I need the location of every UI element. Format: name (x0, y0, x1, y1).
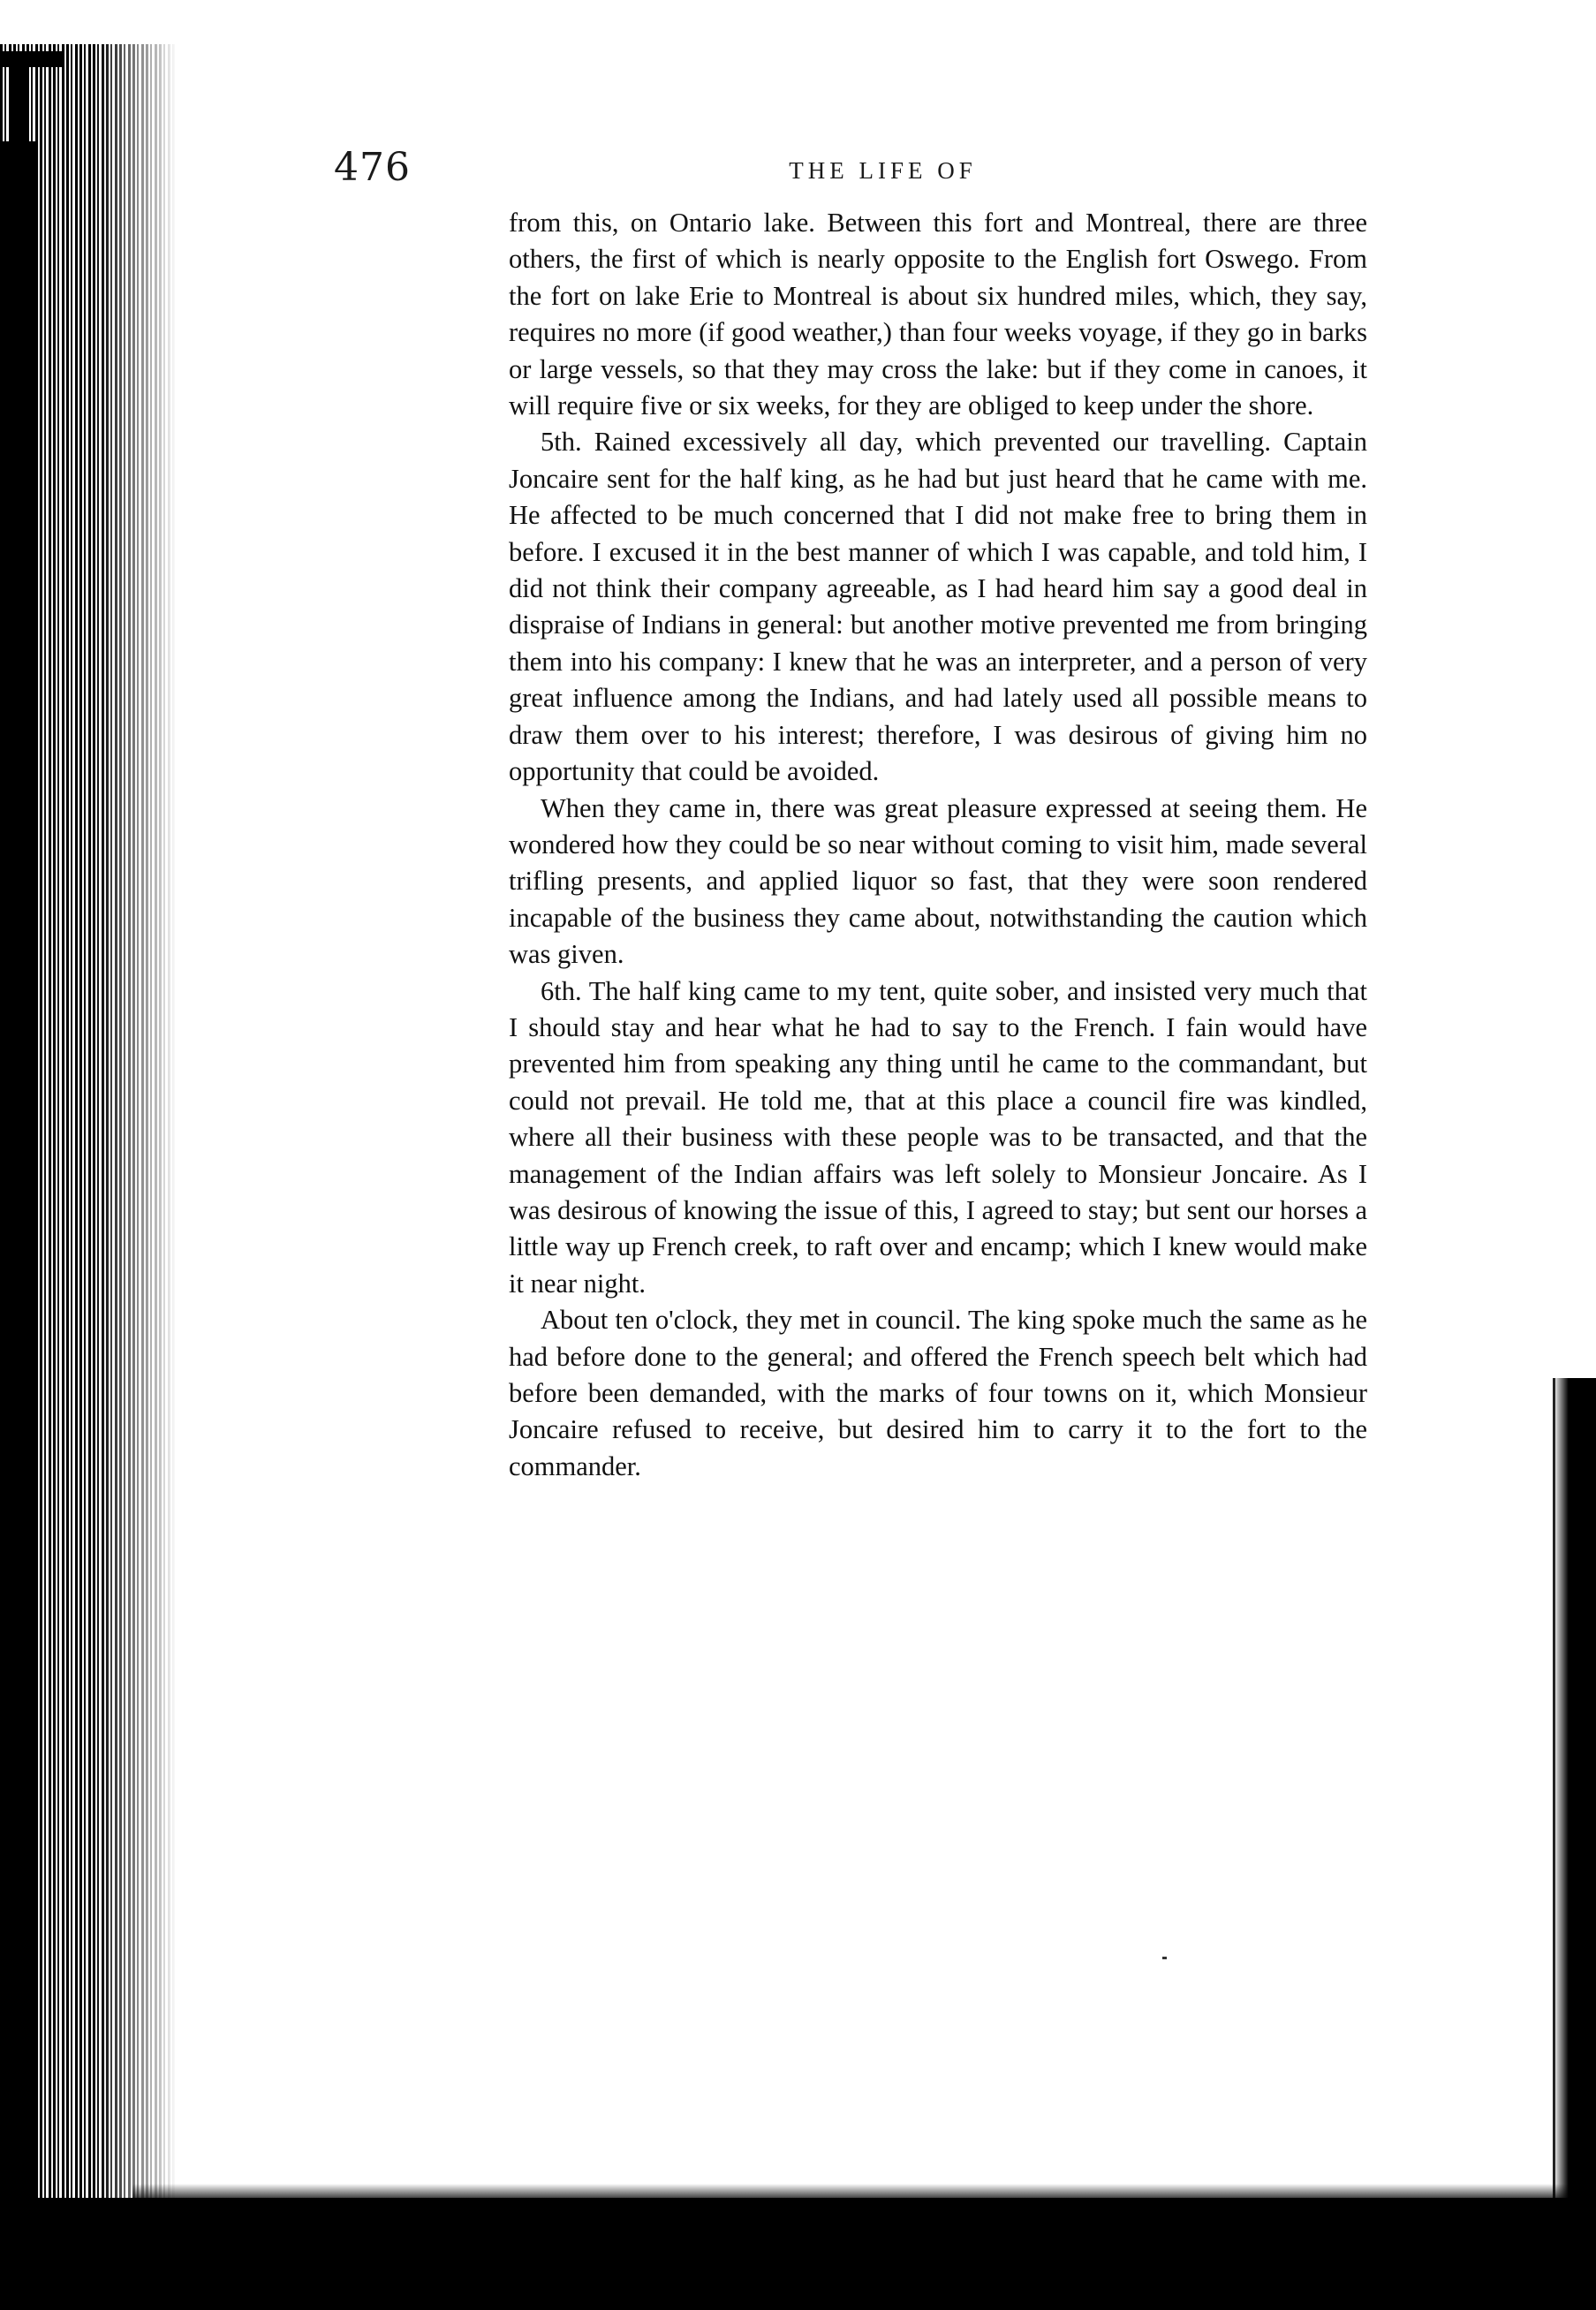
paragraph-6th: 6th. The half king came to my tent, quite sober, and insisted very much that I should stay and hear what he had to say to the French. I fain would have prevented him from speaking any thing until he came to the commandant, but could not prevail. He told me, that at this place a council fire was kindled, where all their business with these people was to be transacted, and that the management of the Indian affairs was left solely to Monsieur Joncaire. As I was desirous of knowing the issue of this, I agreed to stay; but sent our horses a little way up French creek, to raft over and encamp; which I knew would make it near night. (509, 975, 1367, 1299)
paragraph-5th: 5th. Rained excessively all day, which prevented our travelling. Captain Joncaire sent for the half king, as he had but just heard that he came with me. He affected to be much concerned that I did not make free to bring them in before. I excused it in the best manner of which I was capable, and told him, I did not think their company agreeable, as I had heard him say a good deal in dispraise of Indians in general: but another motive prevented me from bringing them into his company: I knew that he was an interpreter, and a person of very great influence among the Indians, and had lately used all possible means to draw them over to his interest; therefore, I was desirous of giving him no opportunity that could be avoided. (509, 427, 1367, 787)
paragraph-when-they-came: When they came in, there was great pleasure expressed at seeing them. He wondered how they could be so near without coming to visit him, made several trifling presents, and applied liquor so fast, that they were soon rendered incapable of the business they came about, notwithstanding the caution which was given. (509, 792, 1367, 970)
paragraph-about-ten: About ten o'clock, they met in council. The king spoke much the same as he had before done to the general; and offered the French speech belt which had before been demanded, with the marks of four towns on it, which Monsieur Joncaire refused to receive, but desired him to carry it to the fort to the commander. (509, 1305, 1367, 1481)
page-number: 476 (334, 145, 411, 190)
scan-bottom-band (0, 2198, 1596, 2310)
body-text (509, 205, 1367, 1485)
scan-speck (1162, 1957, 1167, 1959)
running-head-container (0, 157, 1596, 185)
scan-corner-mark-stem (9, 51, 26, 157)
scan-right-edge-shadow (1554, 1378, 1596, 2200)
binding-edge (0, 141, 35, 2310)
running-head: THE LIFE OF (789, 157, 977, 184)
scan-right-edge-line (1553, 1378, 1555, 2200)
paragraph-continued: from this, on Ontario lake. Between this fort and Montreal, there are three others, the first of which is nearly opposite to the English fort Oswego. From the fort on lake Erie to Montreal is about six hundred miles, which, they say, requires no more (if good weather,) than four weeks voyage, if they go in barks or large vessels, so that they may cross the lake: but if they come in canoes, it will require five or six weeks, for they are obliged to keep under the shore. (509, 208, 1367, 421)
